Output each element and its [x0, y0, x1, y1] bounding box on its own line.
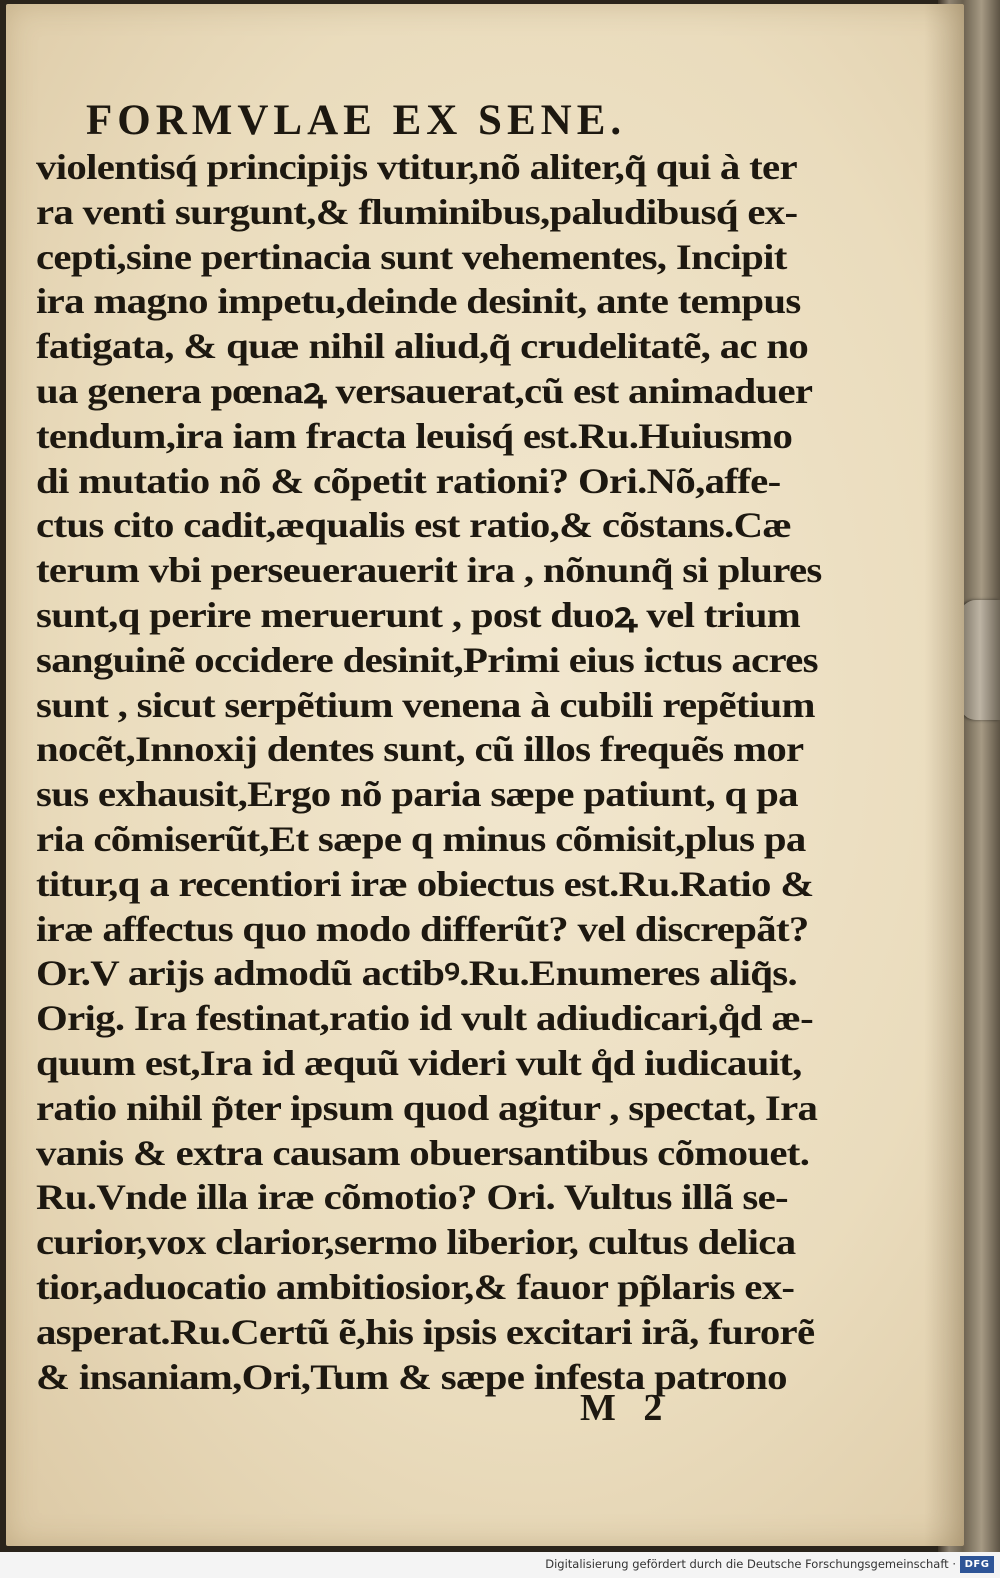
text-line: sus exhausit,Ergo nõ paria sæpe patiunt, q pa	[36, 774, 798, 815]
text-line: tior,aduocatio ambitiosior,& fauor pp̃laris ex-	[36, 1267, 795, 1307]
book-page	[6, 4, 964, 1546]
text-line: terum vbi perseuerauerit ira , nõnunq̃ si plures	[36, 550, 822, 591]
text-line: asperat.Ru.Certũ ẽ,his ipsis excitari irã, furorẽ	[36, 1311, 815, 1352]
text-line: nocẽt,Innoxij dentes sunt, cũ illos frequẽs mor	[36, 729, 804, 770]
running-head: FORMVLAE EX SENE.	[86, 97, 627, 144]
text-line: Or.V arijs admodũ actibꝰ.Ru.Enumeres aliq̃s.	[36, 953, 797, 994]
text-line: Orig. Ira festinat,ratio id vult adiudicari,q̊d æ-	[36, 998, 814, 1039]
text-line: fatigata, & quæ nihil aliud,q̃ crudelitatẽ, ac no	[36, 326, 809, 367]
text-line: cepti,sine pertinacia sunt vehementes, Incipit	[36, 236, 787, 277]
text-line: ratio nihil p̃ter ipsum quod agitur , spectat, Ira	[36, 1087, 818, 1128]
text-line: Ru.Vnde illa iræ cõmotio? Ori. Vultus illã se-	[36, 1177, 788, 1218]
text-line: sanguinẽ occidere desinit,Primi eius ictus acres	[36, 639, 818, 680]
text-line: & insaniam,Ori,Tum & sæpe infesta patrono	[36, 1356, 787, 1397]
text-line: curior,vox clarior,sermo liberior, cultus delica	[36, 1222, 796, 1263]
text-line: ra venti surgunt,& fluminibus,paludibusq́ ex-	[36, 191, 798, 232]
text-line: sunt,q perire meruerunt , post duoꝝ vel trium	[36, 595, 801, 635]
text-line: quum est,Ira id æquũ videri vult q̊d iudicauit,	[36, 1043, 802, 1083]
text-line: di mutatio nõ & cõpetit rationi? Ori.Nõ,affe-	[36, 460, 781, 501]
text-line: sunt , sicut serpẽtium venena à cubili repẽtium	[36, 684, 815, 725]
dfg-logo: DFG	[960, 1556, 994, 1573]
text-line: iræ affectus quo modo differũt? vel discrepãt?	[36, 908, 809, 949]
page-clip	[960, 600, 1000, 720]
text-line: violentisq́ principijs vtitur,nõ aliter,q̃ qui à ter	[36, 147, 797, 187]
text-line: vanis & extra causam obuersantibus cõmouet.	[36, 1132, 810, 1173]
text-line: ua genera pœnaꝝ versauerat,cũ est animaduer	[36, 371, 813, 411]
footer-bar	[0, 1552, 1000, 1578]
text-line: titur,q a recentiori iræ obiectus est.Ru.Ratio &	[36, 863, 814, 904]
page-gutter-shade	[924, 4, 964, 1546]
text-line: ria cõmiserũt,Et sæpe q minus cõmisit,plus pa	[36, 819, 806, 859]
text-line: tendum,ira iam fracta leuisq́ est.Ru.Huiusmo	[36, 415, 793, 456]
text-line: ctus cito cadit,æqualis est ratio,& cõstans.Cæ	[36, 505, 792, 546]
signature-mark: M 2	[580, 1387, 663, 1429]
footer-credit: Digitalisierung gefördert durch die Deutsche Forschungsgemeinschaft ·	[545, 1557, 956, 1571]
text-line: ira magno impetu,deinde desinit, ante tempus	[36, 281, 801, 322]
